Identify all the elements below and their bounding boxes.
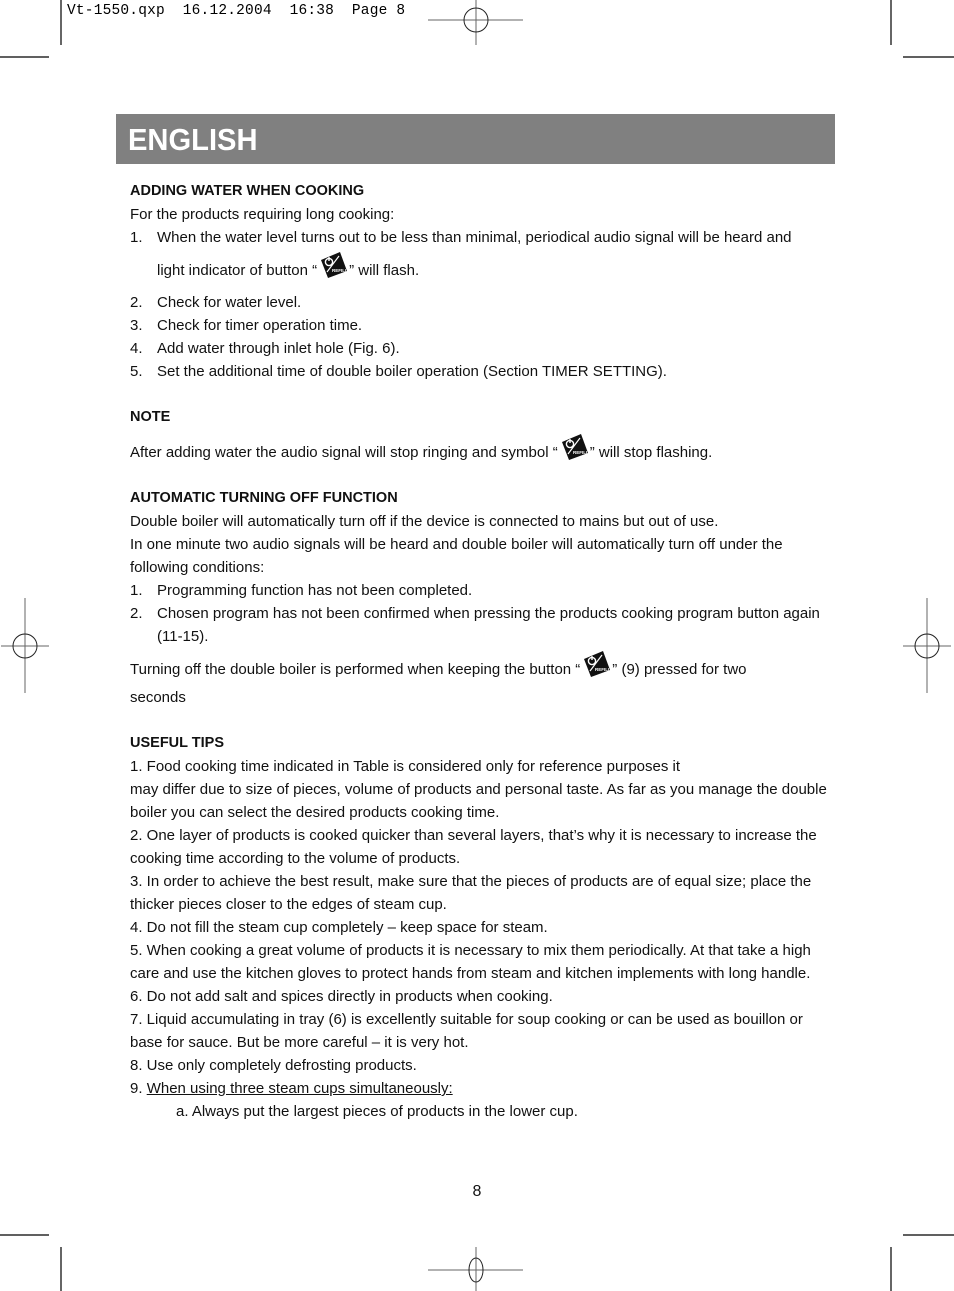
heading-useful-tips: USEFUL TIPS	[130, 735, 224, 751]
slug-date: 16.12.2004	[182, 3, 272, 19]
heading-note: NOTE	[130, 409, 171, 425]
registration-mark-left	[1, 598, 49, 693]
registration-mark-bottom	[428, 1247, 523, 1291]
list-text: Set the additional time of double boiler operation (Section TIMER SETTING).	[157, 363, 667, 380]
note-text-start: After adding water the audio signal will stop ringing and symbol “	[130, 444, 558, 461]
list-number: 2.	[130, 605, 143, 622]
heading-adding-water: ADDING WATER WHEN COOKING	[130, 183, 365, 199]
list-number: 1.	[130, 229, 143, 246]
list-text: Check for water level.	[157, 294, 302, 311]
auto-off-para-1: Double boiler will automatically turn off if the device is connected to mains but out of use.	[130, 513, 719, 530]
language-banner	[116, 114, 835, 164]
auto-off-para-2: In one minute two audio signals will be heard and double boiler will automatically turn off under the following conditions:	[130, 536, 783, 576]
list-item	[130, 337, 830, 360]
slug-time: 16:38	[289, 3, 335, 19]
heading-auto-off: AUTOMATIC TURNING OFF FUNCTION	[130, 490, 398, 506]
tip-subitem: a. Always put the largest pieces of products in the lower cup.	[176, 1103, 578, 1120]
tip-item-9	[130, 1077, 830, 1100]
tip-line: may differ due to size of pieces, volume of products and personal taste. As far as you manage the double boiler you can select the desired products cooking time.	[130, 781, 827, 821]
list-text: Chosen program has not been confirmed when pressing the products cooking program button again (11-15).	[157, 605, 820, 645]
list-text: Add water through inlet hole (Fig. 6).	[157, 340, 400, 357]
list-text: Programming function has not been completed.	[157, 582, 473, 599]
tip-line: 5. When cooking a great volume of products it is necessary to mix them periodically. At that take a high care and use the kitchen gloves to protect hands from steam and kitchen implements with long handle.	[130, 942, 811, 982]
adding-water-intro: For the products requiring long cooking:	[130, 206, 395, 223]
tip-line: 6. Do not add salt and spices directly in products when cooking.	[130, 988, 553, 1005]
list-item	[130, 579, 830, 602]
auto-off-closing	[130, 650, 830, 690]
tip-line: 7. Liquid accumulating in tray (6) is excellently suitable for soup cooking or can be used as bouillon or base for sauce. But be more careful – it is very hot.	[130, 1011, 803, 1051]
auto-off-closing-start: Turning off the double boiler is performed when keeping the button “	[130, 661, 581, 678]
page-number: 8	[472, 1183, 482, 1200]
registration-mark-right	[903, 598, 951, 693]
list-number: 5.	[130, 363, 143, 380]
list-item	[130, 602, 830, 648]
auto-off-closing-end: ” (9) pressed for two	[612, 661, 747, 678]
document-body	[130, 180, 830, 1123]
power-refill-button-icon	[581, 650, 611, 678]
tip-number: 9.	[130, 1080, 147, 1097]
slug-file: Vt-1550.qxp	[67, 3, 165, 19]
power-refill-button-icon	[559, 433, 589, 461]
tip-line: 3. In order to achieve the best result, make sure that the pieces of products are of equal size; place the thicker pieces closer to the edges of steam cup.	[130, 873, 812, 913]
auto-off-closing-tail: seconds	[130, 689, 186, 706]
tip-line: 2. One layer of products is cooked quicker than several layers, that’s why it is necessary to increase the cooking time according to the volume of products.	[130, 827, 817, 867]
list-item	[130, 226, 830, 291]
tip-underlined-heading: When using three steam cups simultaneously:	[146, 1080, 453, 1097]
list-number: 4.	[130, 340, 143, 357]
list-item	[130, 291, 830, 314]
list-number: 2.	[130, 294, 143, 311]
tip-line: 1. Food cooking time indicated in Table is considered only for reference purposes it	[130, 758, 681, 775]
slug-page: Page 8	[351, 3, 406, 19]
note-text	[130, 433, 830, 473]
banner-title: ENGLISH	[128, 122, 258, 157]
note-text-end: ” will stop flashing.	[589, 444, 713, 461]
list-item	[130, 314, 830, 337]
list-text: When the water level turns out to be less than minimal, periodical audio signal will be heard and	[157, 229, 792, 246]
power-refill-button-icon	[318, 251, 348, 279]
list-number: 3.	[130, 317, 143, 334]
list-number: 1.	[130, 582, 143, 599]
list-text-end: ” will flash.	[349, 262, 420, 279]
tip-line: 4. Do not fill the steam cup completely – keep space for steam.	[130, 919, 548, 936]
list-item	[130, 360, 830, 383]
list-text-continued: light indicator of button “	[157, 262, 318, 279]
tip-line: 8. Use only completely defrosting products.	[130, 1057, 417, 1074]
registration-mark-top	[428, 0, 523, 45]
list-text: Check for timer operation time.	[157, 317, 363, 334]
